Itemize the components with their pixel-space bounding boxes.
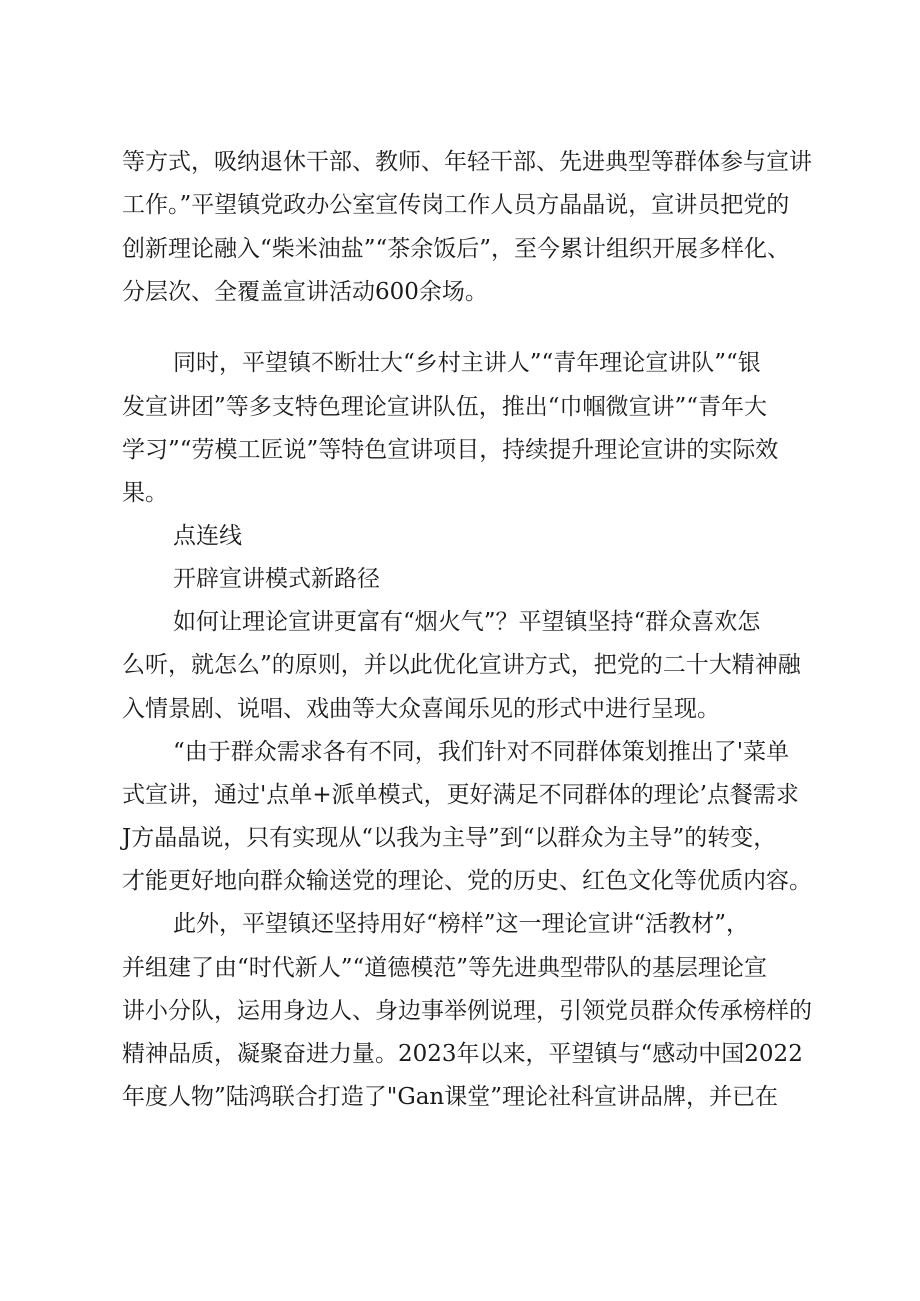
text-line: 入情景剧、说唱、戏曲等大众喜闻乐见的形式中进行呈现。 (122, 696, 720, 722)
text-line: “由于群众需求各有不同，我们针对不同群体策划推出了'菜单 (173, 739, 790, 765)
text-line: 如何让理论宣讲更富有“烟火气”？平望镇坚持“群众喜欢怎 (173, 609, 761, 635)
text-line: 并组建了由“时代新人”“道德模范”等先进典型带队的基层理论宣 (122, 955, 768, 981)
text-line: 发宣讲团”等多支特色理论宣讲队伍，推出“巾帼微宣讲”“青年大 (122, 394, 768, 420)
section-subheading: 开辟宣讲模式新路径 (173, 566, 380, 592)
text-line: 果。 (122, 480, 168, 506)
text-line: 创新理论融入“柴米油盐”“茶余饭后”，至今累计组织开展多样化、 (122, 236, 791, 262)
text-line: J方晶晶说，只有实现从“以我为主导”到“以群众为主导”的转变， (122, 825, 777, 851)
text-line: 学习”“劳模工匠说”等特色宣讲项目，持续提升理论宣讲的实际效 (122, 437, 779, 463)
text-line: 同时，平望镇不断壮大“乡村主讲人”“青年理论宣讲队”“银 (173, 350, 761, 376)
text-line: 工作。”平望镇党政办公室宣传岗工作人员方晶晶说，宣讲员把党的 (122, 192, 790, 218)
text-line: 讲小分队，运用身边人、身边事举例说理，引领党员群众传承榜样的 (122, 998, 812, 1024)
section-heading: 点连线 (173, 523, 242, 549)
text-line: 式宣讲，通过'点单+派单模式，更好满足不同群体的理论’点餐需求 (122, 782, 799, 808)
text-line: 精神品质，凝聚奋进力量。2023年以来，平望镇与“感动中国2022 (122, 1041, 803, 1067)
text-line: 等方式，吸纳退休干部、教师、年轻干部、先进典型等群体参与宣讲 (122, 149, 812, 175)
text-line: 分层次、全覆盖宣讲活动600余场。 (122, 279, 488, 305)
text-line: 年度人物”陆鸿联合打造了"Gan课堂”理论社科宣讲品牌，并已在 (122, 1084, 778, 1110)
text-line: 么听，就怎么”的原则，并以此优化宣讲方式，把党的二十大精神融 (122, 652, 801, 678)
text-line: 才能更好地向群众输送党的理论、党的历史、红色文化等优质内容。 (122, 868, 812, 894)
text-line: 此外，平望镇还坚持用好“榜样”这一理论宣讲“活教材”， (173, 911, 750, 937)
